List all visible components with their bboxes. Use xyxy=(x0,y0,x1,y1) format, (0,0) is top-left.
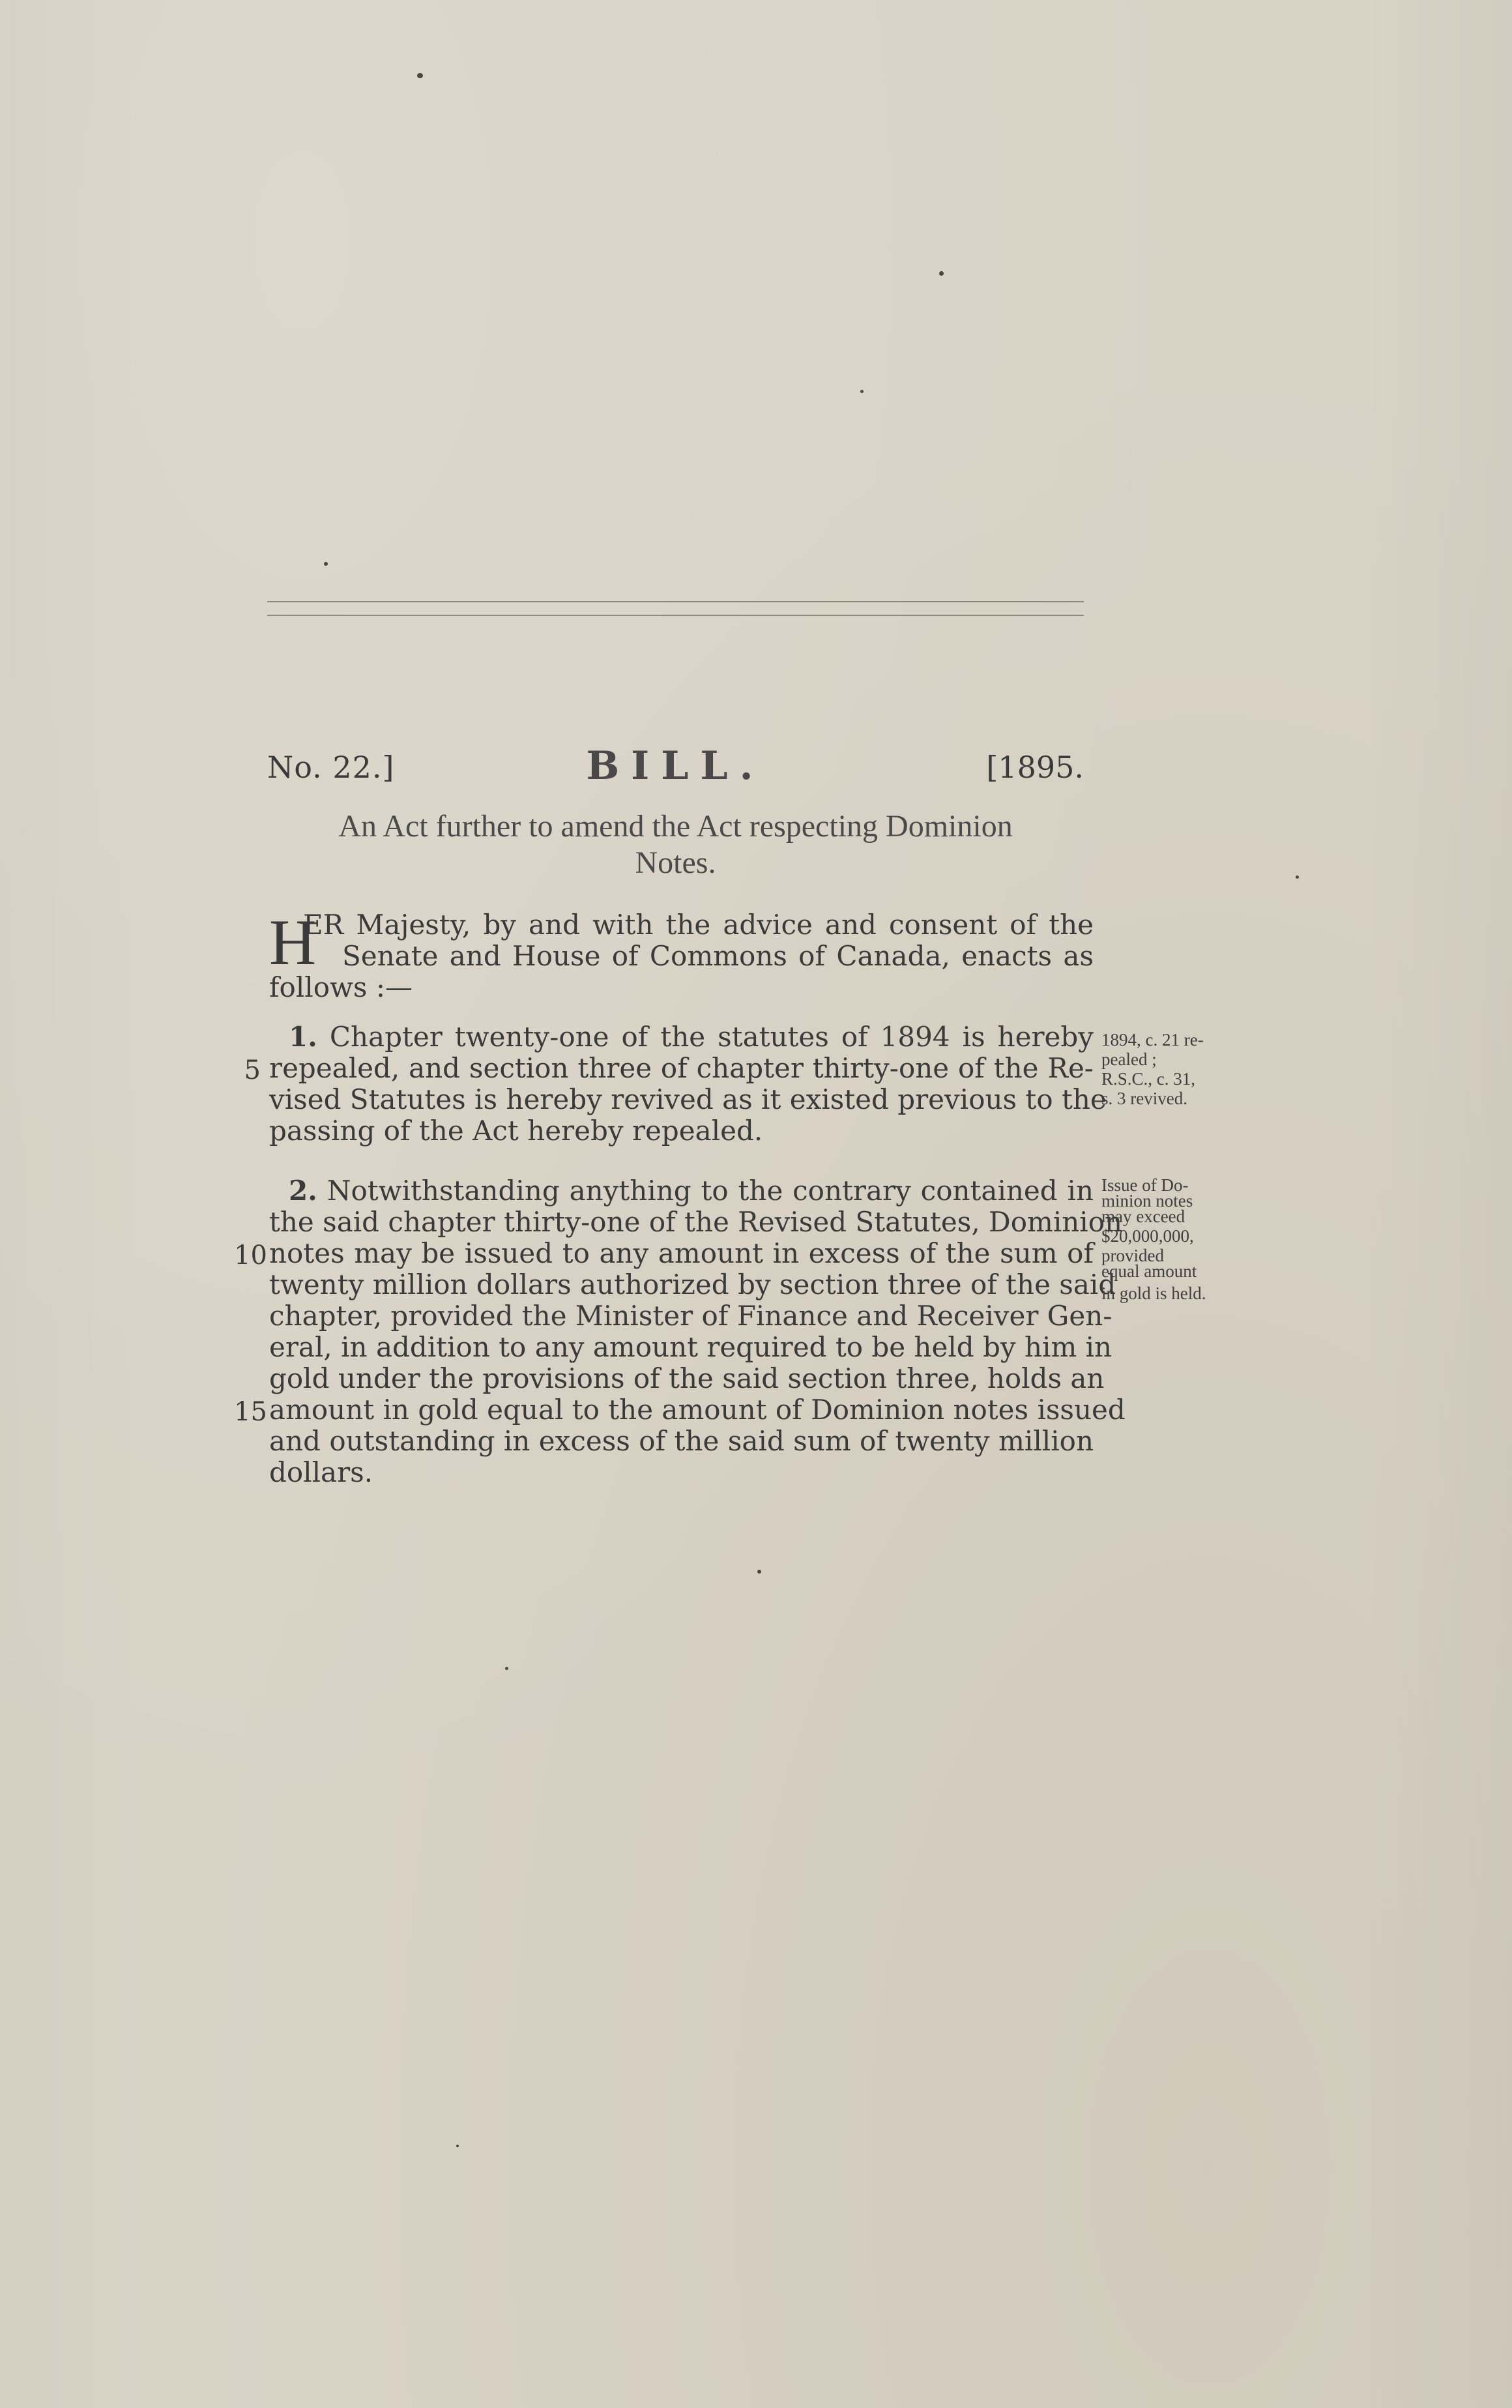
section-2-line-6: eral, in addition to any amount required to be held by him in xyxy=(269,1331,1112,1363)
section-2-line-1-text: Notwithstanding anything to the contrary contained in xyxy=(327,1175,1094,1207)
paper-speck xyxy=(1296,875,1299,879)
preamble-line-2: Senate and House of Commons of Canada, enacts as xyxy=(342,940,1094,972)
margin-note-2-line-6: equal amount xyxy=(1101,1261,1197,1281)
paper-speck xyxy=(324,562,328,566)
section-2-line-4: twenty million dollars authorized by section three of the said xyxy=(269,1269,1116,1300)
margin-note-1-line-1: 1894, c. 21 re- xyxy=(1101,1030,1204,1050)
section-2-line-8: amount in gold equal to the amount of Dominion notes issued xyxy=(269,1394,1126,1426)
section-1 xyxy=(269,1021,1107,1147)
bill-title: BILL. xyxy=(586,743,765,789)
margin-note-2-line-5: provided xyxy=(1101,1246,1164,1265)
paper-speck xyxy=(417,73,423,78)
section-1-margin-note xyxy=(1101,1030,1251,1108)
section-1-line-2: repealed, and section three of chapter thirty-one of the Re- xyxy=(269,1052,1094,1084)
paper-speck xyxy=(860,390,864,393)
section-2-line-3: notes may be issued to any amount in excess of the sum of xyxy=(269,1237,1094,1269)
preamble-line-3: follows :— xyxy=(269,971,413,1003)
section-2 xyxy=(269,1175,1126,1488)
section-2-line-1 xyxy=(269,1175,1094,1207)
subtitle-line-1: An Act further to amend the Act respecting Dominion xyxy=(338,809,1013,844)
section-2-margin-note xyxy=(1101,1177,1251,1301)
section-1-line-3: vised Statutes is hereby revived as it existed previous to the xyxy=(269,1083,1107,1115)
preamble-line-1: ER Majesty, by and with the advice and consent of the xyxy=(303,909,1094,941)
margin-note-1-line-3: R.S.C., c. 31, xyxy=(1101,1069,1196,1089)
section-2-line-7: gold under the provisions of the said section three, holds an xyxy=(269,1362,1105,1394)
section-1-line-1-text: Chapter twenty-one of the statutes of 1894 is hereby xyxy=(329,1021,1094,1053)
bill-year: [1895. xyxy=(986,750,1084,785)
section-2-line-10: dollars. xyxy=(269,1456,373,1488)
section-1-line-4: passing of the Act hereby repealed. xyxy=(269,1115,763,1147)
bill-number: No. 22.] xyxy=(267,750,395,785)
margin-note-1-line-4: s. 3 revived. xyxy=(1101,1089,1187,1108)
bill-header xyxy=(267,743,1084,789)
margin-note-2-line-4: $20,000,000, xyxy=(1101,1226,1194,1246)
paper-speck xyxy=(456,2145,459,2147)
line-number-10: 10 xyxy=(234,1241,267,1270)
top-rule-2 xyxy=(267,615,1084,616)
line-number-5: 5 xyxy=(244,1055,261,1085)
preamble-dropcap: H xyxy=(269,906,317,978)
bill-subtitle xyxy=(267,808,1084,881)
line-number-15: 15 xyxy=(234,1397,267,1427)
section-1-line-1 xyxy=(269,1021,1094,1053)
section-2-line-2: the said chapter thirty-one of the Revised Statutes, Dominion xyxy=(269,1206,1123,1238)
paper-speck xyxy=(939,271,944,276)
section-2-number: 2. xyxy=(289,1175,317,1207)
section-2-line-9: and outstanding in excess of the said sum of twenty million xyxy=(269,1425,1094,1457)
margin-note-2-line-3: may exceed xyxy=(1101,1207,1185,1226)
subtitle-line-2: Notes. xyxy=(635,845,716,880)
margin-note-2-line-7: in gold is held. xyxy=(1101,1284,1206,1303)
top-rule-1 xyxy=(267,601,1084,602)
section-1-number: 1. xyxy=(289,1021,317,1053)
paper-speck xyxy=(505,1667,508,1670)
section-2-line-5: chapter, provided the Minister of Finance and Receiver Gen- xyxy=(269,1300,1112,1332)
margin-note-2-line-1: Issue of Do- xyxy=(1101,1175,1189,1195)
paper-speck xyxy=(757,1570,761,1574)
margin-note-2-line-2: minion notes xyxy=(1101,1191,1193,1211)
margin-note-1-line-2: pealed ; xyxy=(1101,1050,1157,1069)
